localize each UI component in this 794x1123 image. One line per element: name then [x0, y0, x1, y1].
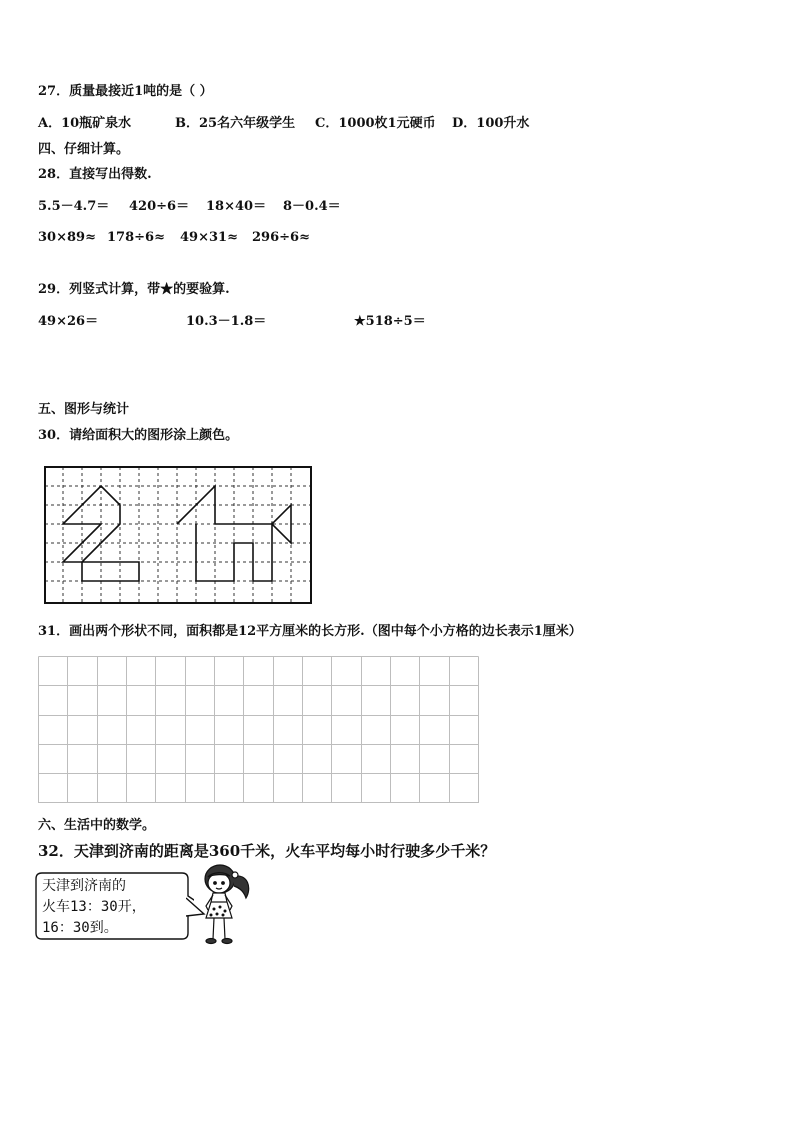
q30-grid-border	[45, 467, 311, 603]
q27-option-c: C．1000枚1元硬币	[315, 116, 436, 131]
q27-option-d: D．100升水	[452, 116, 530, 131]
q28-expr-6: 178÷6≈	[107, 230, 165, 245]
q27-stem: 27．质量最接近1吨的是（ ）	[38, 84, 213, 99]
q31-square-grid	[38, 656, 480, 806]
q32-bubble-line-3: 16：30到。	[42, 920, 118, 936]
q27-option-a: A．10瓶矿泉水	[38, 116, 132, 131]
q29-item-1: 49×26＝	[38, 314, 99, 329]
q30-stem: 30．请给面积大的图形涂上颜色。	[38, 428, 239, 443]
q31-stem: 31．画出两个形状不同，面积都是12平方厘米的长方形.（图中每个小方格的边长表示1厘米）	[38, 624, 582, 639]
q27-option-b: B．25名六年级学生	[175, 116, 296, 131]
q28-stem: 28．直接写出得数.	[38, 167, 152, 182]
q32-stem: 32．天津到济南的距离是360千米，火车平均每小时行驶多少千米？	[38, 842, 496, 860]
q29-stem: 29．列竖式计算，带★的要验算.	[38, 282, 230, 297]
q30-grid-figure	[40, 462, 316, 608]
q32-bubble-line-1: 天津到济南的	[42, 878, 126, 894]
q29-item-2: 10.3－1.8＝	[186, 314, 267, 329]
q28-expr-4: 8－0.4＝	[283, 199, 341, 214]
q28-expr-1: 5.5－4.7＝	[38, 199, 110, 214]
q30-dashed-grid	[45, 467, 311, 603]
section-5-heading: 五、图形与统计	[38, 402, 130, 417]
q28-expr-3: 18×40＝	[206, 199, 267, 214]
q28-expr-7: 49×31≈	[180, 230, 238, 245]
q28-expr-2: 420÷6＝	[129, 199, 190, 214]
section-6-heading: 六、生活中的数学。	[38, 818, 156, 833]
q31-grid-lines	[39, 657, 479, 804]
q29-item-3: ★518÷5＝	[354, 314, 426, 329]
girl-illustration	[194, 862, 256, 950]
section-4-heading: 四、仔细计算。	[38, 142, 130, 157]
q28-expr-5: 30×89≈	[38, 230, 96, 245]
q32-bubble-line-2: 火车13：30开，	[42, 899, 146, 915]
q28-expr-8: 296÷6≈	[252, 230, 310, 245]
